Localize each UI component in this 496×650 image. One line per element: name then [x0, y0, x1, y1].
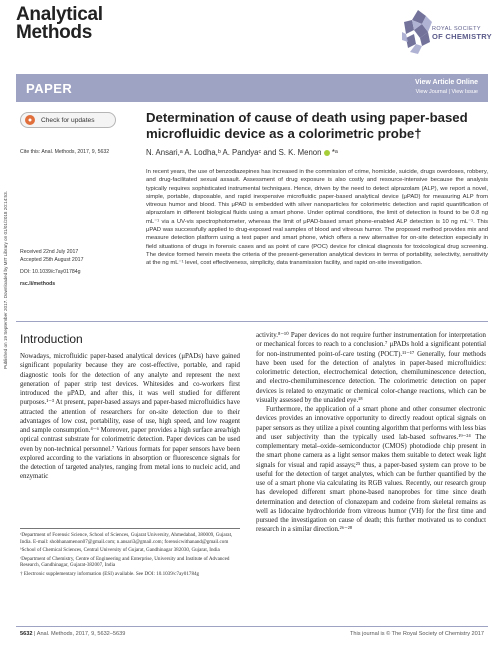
check-for-updates-label: Check for updates	[41, 116, 95, 124]
view-article-online-link[interactable]: View Article Online	[414, 79, 478, 86]
footnotes	[20, 532, 240, 580]
intro-paragraph-1-continued: activity.⁸⁻¹⁰ Paper devices do not require further instrumentation for interpretation or mechanical forces to reach to a conclusion.⁷ μPADs hold a significant potential for non-instrumented point-of-care testing (POCT).¹¹⁻¹⁷ Generally, four methods have been used for the detection of analytes in paper-based microfluidics: colorimetric detection, electrochemical detection, chemiluminescence detection, and electro-chemiluminescence detection. The colorimetric detection on paper devices is related to enzymatic or chemical color-change reactions, which can be visually assessed by the unaided eye.¹⁸	[256, 332, 486, 404]
journal-short-link[interactable]: rsc.li/methods	[20, 281, 56, 287]
article-type-label: PAPER	[26, 81, 73, 96]
intro-right-column	[256, 331, 486, 535]
footnote-affiliation-b: ᵇSchool of Chemical Sciences, Central University of Gujarat, Gandhinagar 382030, Gujarat, India	[20, 547, 220, 554]
abstract: In recent years, the use of benzodiazepines has increased in the commission of crime, homicide, suicide, drugs overdoses, robbery, and drug-facilitated sexual assault. Assessment of drug exposure is also costly and resource-intensive because the analysis typically requires sophisticated instrumental techniques. Hence, driven by the need to detect alprazolam (ALP), we report a novel, simple, portable, disposable, and rapid inexpensive microfluidic paper-based analytical device (μPAD) for measuring ALP from vitreous humor and blood. This μPAD is embedded with silver nanoparticles for colorimetric detection and rapid quantification of alprazolam in different biological fluids using a smart phone. Under optimal conditions, the limit of detection is found to be 0.8 ng mL⁻¹ via a UV-vis spectrophotometer, whereas the limit of μPAD-based smart phone-enabled ALP detection is 10 ng mL⁻¹. This μPAD was successfully applied to drug-exposed real samples of blood and vitreous humor. The proposed method provides mix and measure detection platform using a test paper and smart phone, which offers a new alternative for on-site detection especially in field situations of drugs in forensic cases and as point of care (POC) device for clinical diagnosis for toxicological drug screening. The device formed herein meets the criteria of the present-generation analytical devices in terms of portability, selectivity, sensitivity at the ng mL⁻¹ level, cost effectiveness, simplicity, data transmission facility, and rapid on-site investigation.	[146, 169, 488, 267]
article-type-banner	[16, 74, 488, 102]
author-names: N. Ansari,ᵃ A. Lodha,ᵇ A. Pandyaᶜ and S. K. Menon	[146, 148, 322, 157]
update-check-icon	[25, 115, 35, 125]
check-for-updates-button[interactable]	[20, 112, 116, 128]
intro-paragraph-2: Furthermore, the application of a smart phone and other consumer electronic devices provides an innovative opportunity to directly readout optical signals on paper sensors as they utilize a pixel counting algorithm that performs with less bias and user subjectivity than the typically used lab-based softwares.¹⁹⁻²⁴ The complementary metal–oxide–semiconductor (CMOS) photodiode chip present in the smart phone camera as a light sensor makes them suitable to detect weak light signals for visual and rapid assays;²⁵ thus, a paper-based system can prove to be useful for the detection of target analytes, which can be further quantified by the use of a smart phone via calculating its RGB values. Recently, our research group has developed different smart phone-based nanoprobes for time since death determination and detection of clonazepam and codeine from skeletal remains as well as lidocaine hydrochloride from vitreous humor (VH) for the first time and pursued the investigation on cause of death; this further motivated us to conduct research in a similar direction.²⁶⁻²⁸	[256, 406, 486, 534]
doi-link[interactable]: DOI: 10.1039/c7ay01784g	[20, 269, 81, 275]
footnote-rule	[20, 528, 240, 529]
publisher-name-line1: ROYAL SOCIETY	[432, 26, 481, 32]
received-date: Received 22nd July 2017	[20, 249, 79, 255]
article-dates	[20, 249, 130, 265]
publisher-name-line2: OF CHEMISTRY	[432, 32, 492, 41]
view-journal-issue-link[interactable]: View Journal | View Issue	[415, 89, 478, 95]
section-divider	[16, 321, 488, 322]
author-affiliation-marker: *ᵃ	[331, 148, 338, 157]
footer-journal-ref: | Anal. Methods, 2017, 9, 5632–5639	[34, 631, 126, 637]
journal-name-line2: Methods	[16, 22, 93, 43]
citation: Cite this: Anal. Methods, 2017, 9, 5632	[20, 149, 110, 155]
journal-logo[interactable]	[16, 6, 103, 42]
author-list	[146, 148, 486, 157]
article-title: Determination of cause of death using paper-based microfluidic device as a colorimetric probe†	[146, 110, 468, 141]
download-notice: Published on 19 September 2017. Downloaded by MIT Library on 01/01/2018 20:14:53.	[3, 191, 8, 369]
introduction-heading: Introduction	[20, 332, 83, 346]
footnote-esi: † Electronic supplementary information (ESI) available. See DOI: 10.1039/c7ay01784g	[20, 570, 200, 577]
intro-left-column	[20, 352, 240, 482]
accepted-date: Accepted 25th August 2017	[20, 256, 84, 263]
orcid-icon[interactable]	[324, 150, 330, 156]
journal-name-line1: Analytical	[16, 4, 103, 25]
footnote-affiliation-c: ᶜDepartment of Chemistry, Centre of Engineering and Enterprise, University and Institute of Advanced Research, Gandhinagar, Gujarat-382007, India	[20, 555, 230, 569]
footer-copyright: This journal is © The Royal Society of Chemistry 2017	[350, 631, 484, 637]
footer-citation	[20, 631, 125, 637]
page-footer	[16, 626, 488, 640]
intro-paragraph-1: Nowadays, microfluidic paper-based analytical devices (μPADs) have gained significant popularity because they are cost-effective, portable, and rapid diagnostic tools for the detection of any analyte and represent the next generation of paper strip test devices. Whitesides and co-workers first introduced the μPAD, and after this, it was well studied for different purposes.¹⁻³ At present, paper-based assays and paper-based microfluidics have attracted the attention of researchers for on-site detection due to their advantages of low cost, portability, ease of use, high speed, and low reagent and sample consumption.⁴⁻⁶ Moreover, paper provides a high surface area/high optical contrast substrate for colorimetric detection. Paper devices can be used even by non-technical personnel.⁷ Various formats for paper sensors have been explored according to the variations in absorption or fluorescence signals for the detection of targeted analytes, ranging from metal ions to nucleic acid, and enzymatic	[20, 353, 240, 481]
page-number: 5632	[20, 631, 33, 637]
footnote-affiliation-a: ᵃDepartment of Forensic Science, School of Sciences, Gujarat University, Ahmedabad, 380009, Gujarat, India. E-mail: shobhanamenon07@gmail.com; n.ansari3@gmail.com; forensicwithanand@gmail.com	[20, 532, 233, 545]
